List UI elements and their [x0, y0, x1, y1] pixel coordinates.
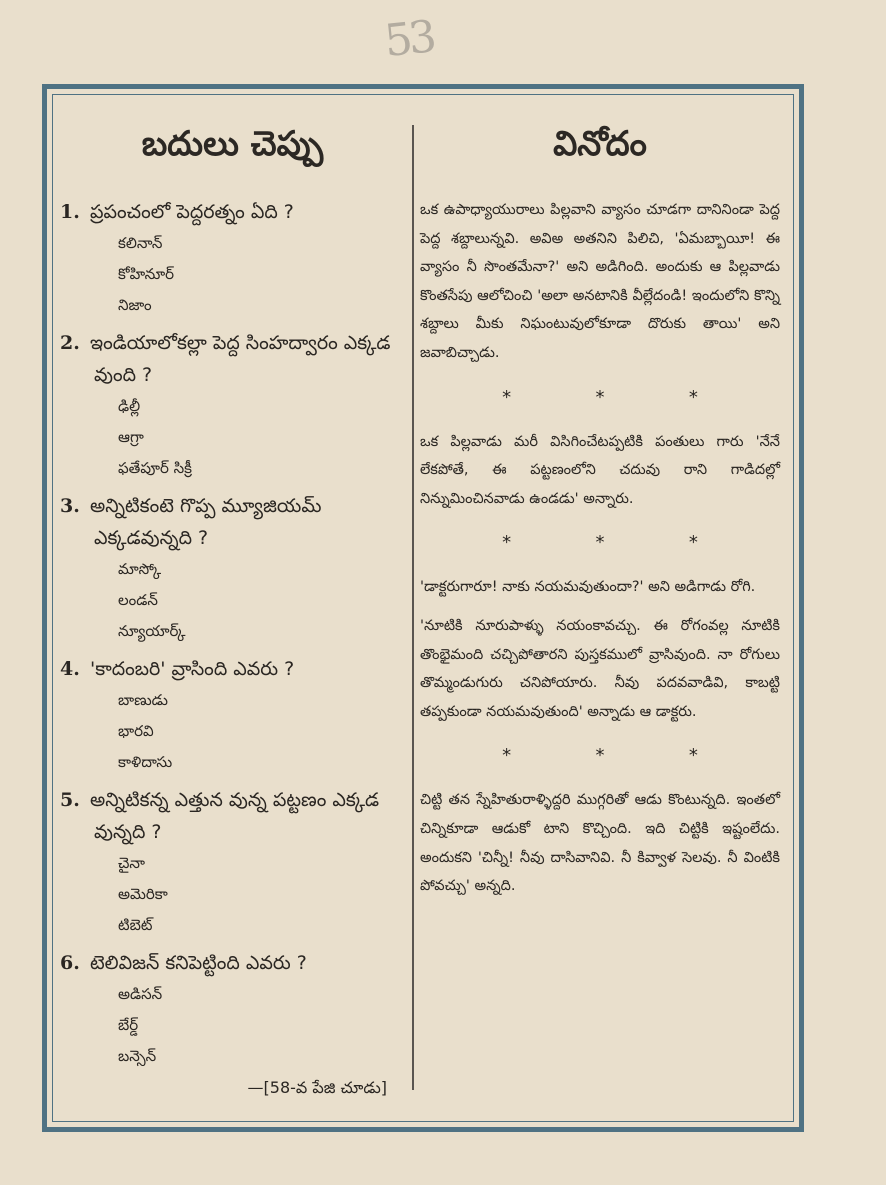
option: బాణుడు	[118, 691, 168, 709]
star: *	[595, 532, 605, 554]
column-divider	[412, 125, 414, 1090]
star-separator	[420, 513, 780, 573]
option: ఢిల్లీ	[118, 397, 141, 415]
star: *	[688, 386, 698, 408]
option: లండన్	[118, 591, 158, 609]
joke-paragraph: 'నూటికి నూరుపాళ్ళు నయంకావచ్చు. ఈ రోగంవల్ల నూటికి తొంభైమంది చచ్చిపోతారని పుస్తకములో వ్రాసివుంది. నా రోగులు తొమ్మండుగురు చనిపోయారు. నీవు పదవవాడివి, కాబట్టి తప్పకుండా నయమవుతుంది' అన్నాడు ఆ డాక్టరు.	[420, 617, 780, 720]
question-number: 5.	[60, 789, 80, 811]
page-reference: —[58-వ పేజి చూడు]	[247, 1078, 387, 1097]
star: *	[502, 386, 512, 408]
star: *	[502, 745, 512, 767]
question-number: 4.	[60, 658, 80, 680]
question-number: 1.	[60, 201, 80, 223]
question-5	[60, 784, 405, 941]
option: బన్సెన్	[118, 1047, 157, 1065]
question-number: 3.	[60, 495, 80, 517]
quiz-heading: బదులు చెప్పు	[141, 124, 324, 164]
option: బేర్డ్	[118, 1016, 139, 1034]
question-number: 2.	[60, 332, 80, 354]
quiz-column	[60, 120, 405, 1101]
star: *	[688, 532, 698, 554]
option: ఆగ్రా	[118, 428, 144, 446]
question-text: అన్నిటికంటె గొప్ప మ్యూజియమ్ ఎక్కడవున్నది ?	[90, 495, 322, 549]
joke-paragraph: 'డాక్టరుగారూ! నాకు నయమవుతుందా?' అని అడిగాడు రోగి.	[420, 579, 756, 596]
option: టిబెట్	[118, 916, 153, 934]
question-1	[60, 196, 405, 321]
question-text: అన్నిటికన్న ఎత్తున వున్న పట్టణం ఎక్కడ వున్నది ?	[90, 789, 380, 843]
question-4	[60, 653, 405, 778]
question-2	[60, 327, 405, 484]
question-3	[60, 490, 405, 647]
question-text: ప్రపంచంలో పెద్దరత్నం ఏది ?	[90, 201, 294, 223]
question-text: ఇండియాలోకల్లా పెద్ద సింహద్వారం ఎక్కడ వుంది ?	[90, 332, 391, 386]
question-6	[60, 947, 405, 1072]
jokes-column	[420, 120, 780, 901]
question-number: 6.	[60, 952, 80, 974]
page-number: 53	[382, 11, 436, 68]
star: *	[595, 745, 605, 767]
joke-paragraph: ఒక పిల్లవాడు మరీ విసిగించేటప్పటికి పంతులు గారు 'నేనే లేకపోతే, ఈ పట్టణంలోని చదువు రాని గాడిదల్లో నిన్నుమించినవాడు ఉండడు' అన్నారు.	[420, 433, 780, 507]
jokes-heading: వినోదం	[553, 124, 647, 164]
option: భారవి	[118, 722, 154, 740]
option: చైనా	[118, 854, 145, 872]
question-text: టెలివిజన్ కనిపెట్టింది ఎవరు ?	[90, 952, 307, 974]
star-separator	[420, 726, 780, 786]
option: అమెరికా	[118, 885, 168, 903]
star: *	[688, 745, 698, 767]
option: కోహినూర్	[118, 265, 175, 283]
option: కలినాన్	[118, 234, 163, 252]
star: *	[595, 386, 605, 408]
option: అడిసన్	[118, 985, 163, 1003]
joke-paragraph: ఒక ఉపాధ్యాయురాలు పిల్లవాని వ్యాసం చూడగా దానినిండా పెద్ద పెద్ద శబ్దాలున్నవి. అవిఅ అతనిని పిలిచి, 'ఏమబ్బాయీ! ఈ వ్యాసం నీ సొంతమేనా?' అని అడిగింది. అందుకు ఆ పిల్లవాడు కొంతసేపు ఆలోచించి 'అలా అనటానికి వీల్లేదండి! ఇందులోని కొన్ని శబ్దాలు మీకు నిఘంటువులోకూడా దొరుకు తాయి' అని జవాబిచ్చాడు.	[420, 202, 780, 361]
option: ఫతేపూర్ సిక్రీ	[118, 459, 192, 477]
joke-paragraph: చిట్టి తన స్నేహితురాళ్ళిద్దరి ముగ్గరితో ఆడు కొంటున్నది. ఇంతలో చిన్నికూడా ఆడుకో టాని కొచ్చింది. ఇది చిట్టికి ఇష్టంలేదు. అందుకని 'చిన్నీ! నీవు దాసివానివి. నీ కివ్వాళ సెలవు. నీ వింటికి పోవచ్చు' అన్నది.	[420, 792, 780, 895]
option: కాళిదాసు	[118, 753, 173, 771]
option: మాస్కో	[118, 560, 162, 578]
option: న్యూయార్క్	[118, 622, 186, 640]
star: *	[502, 532, 512, 554]
option: నిజాం	[118, 296, 152, 314]
star-separator	[420, 368, 780, 428]
question-text: 'కాదంబరి' వ్రాసింది ఎవరు ?	[90, 658, 295, 680]
